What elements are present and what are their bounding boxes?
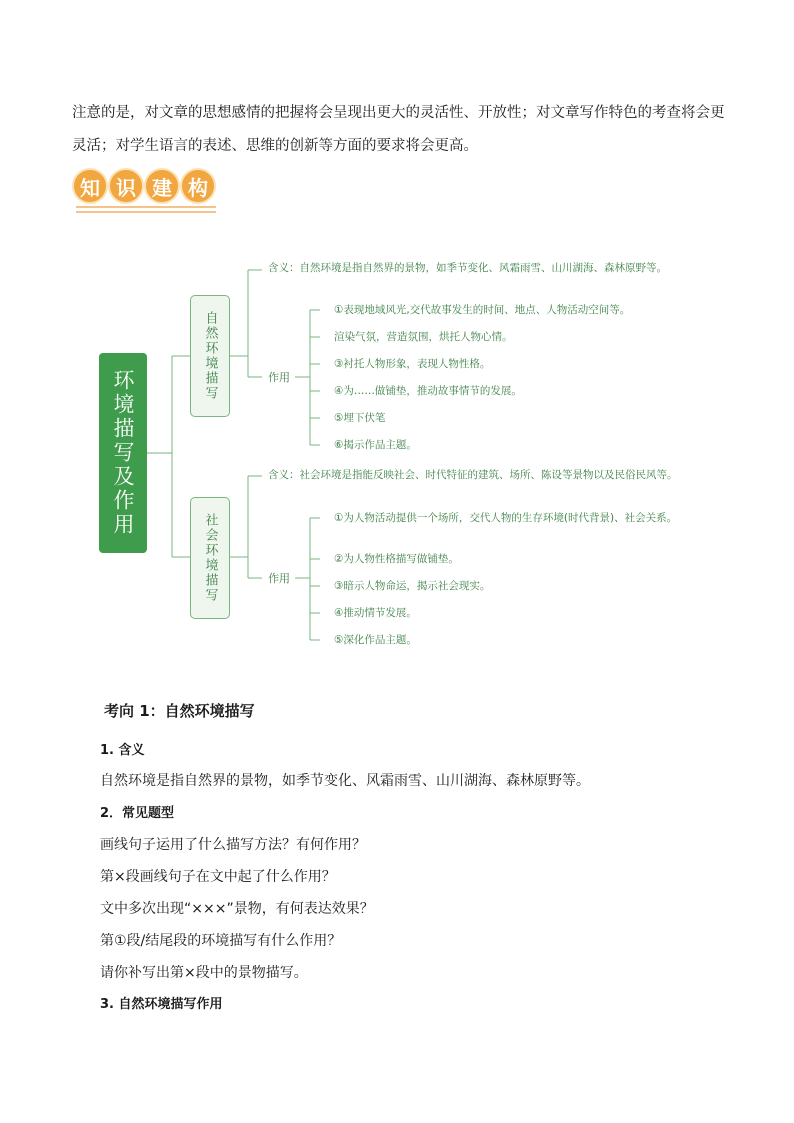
intro-paragraph: 注意的是，对文章的思想感情的把握将会呈现出更大的灵活性、开放性；对文章写作特色的考查将会更灵活；对学生语言的表述、思维的创新等方面的要求将会更高。 <box>72 105 725 154</box>
social-effect-item: ④推动情节发展。 <box>334 607 417 619</box>
social-effect-item: ②为人物性格描写做铺垫。 <box>334 553 459 565</box>
subheading-meaning: 1. 含义 <box>100 743 145 758</box>
banner-char: 构 <box>180 168 216 204</box>
social-meaning: 含义：社会环境是指能反映社会、时代特征的建筑、场所、陈设等景物以及民俗民风等。 <box>268 469 678 481</box>
social-effect-item: ③暗示人物命运，揭示社会现实。 <box>334 580 491 592</box>
section-title: 考向 1：自然环境描写 <box>104 702 255 720</box>
natural-effect-item: ①表现地域风光,交代故事发生的时间、地点、人物活动空间等。 <box>334 304 631 316</box>
question-item: 文中多次出现“×××”景物，有何表达效果？ <box>100 901 374 917</box>
subheading-question-types: 2．常见题型 <box>100 806 175 821</box>
mindmap-root: 环境描写及作用 <box>99 353 147 553</box>
banner-underline <box>76 206 216 208</box>
banner-char: 建 <box>144 168 180 204</box>
connector <box>295 518 320 640</box>
social-effect-item: ⑤深化作品主题。 <box>334 634 417 646</box>
connector <box>295 310 320 445</box>
question-item: 请你补写出第×段中的景物描写。 <box>100 965 308 981</box>
natural-effect-item: ③衬托人物形象，表现人物性格。 <box>334 358 491 370</box>
natural-effect-item: ④为……做铺垫，推动故事情节的发展。 <box>334 385 522 397</box>
social-effect-label: 作用 <box>268 572 290 585</box>
banner-char: 知 <box>72 168 108 204</box>
meaning-text: 自然环境是指自然界的景物，如季节变化、风霜雨雪、山川湖海、森林原野等。 <box>100 773 590 789</box>
connector <box>147 356 190 557</box>
natural-effect-item: ⑥揭示作品主题。 <box>334 439 417 451</box>
natural-meaning: 含义：自然环境是指自然界的景物，如季节变化、风霜雨雪、山川湖海、森林原野等。 <box>268 262 667 274</box>
subheading-effects: 3. 自然环境描写作用 <box>100 997 223 1012</box>
social-effect-item: ①为人物活动提供一个场所，交代人物的生存环境(时代背景)、社会关系。 <box>334 512 678 524</box>
natural-effect-label: 作用 <box>268 371 290 384</box>
connector <box>230 270 262 377</box>
mindmap-natural-node: 自然环境描写 <box>190 295 230 417</box>
natural-effect-item: 渲染气氛，营造氛围，烘托人物心情。 <box>334 331 513 343</box>
banner-char: 识 <box>108 168 144 204</box>
banner-underline <box>76 211 216 213</box>
question-item: 画线句子运用了什么描写方法？有何作用？ <box>100 837 366 853</box>
connector <box>230 476 262 578</box>
natural-effect-item: ⑤埋下伏笔 <box>334 412 386 424</box>
question-item: 第×段画线句子在文中起了什么作用？ <box>100 869 336 885</box>
question-item: 第①段/结尾段的环境描写有什么作用？ <box>100 933 342 949</box>
mindmap-social-node: 社会环境描写 <box>190 497 230 619</box>
